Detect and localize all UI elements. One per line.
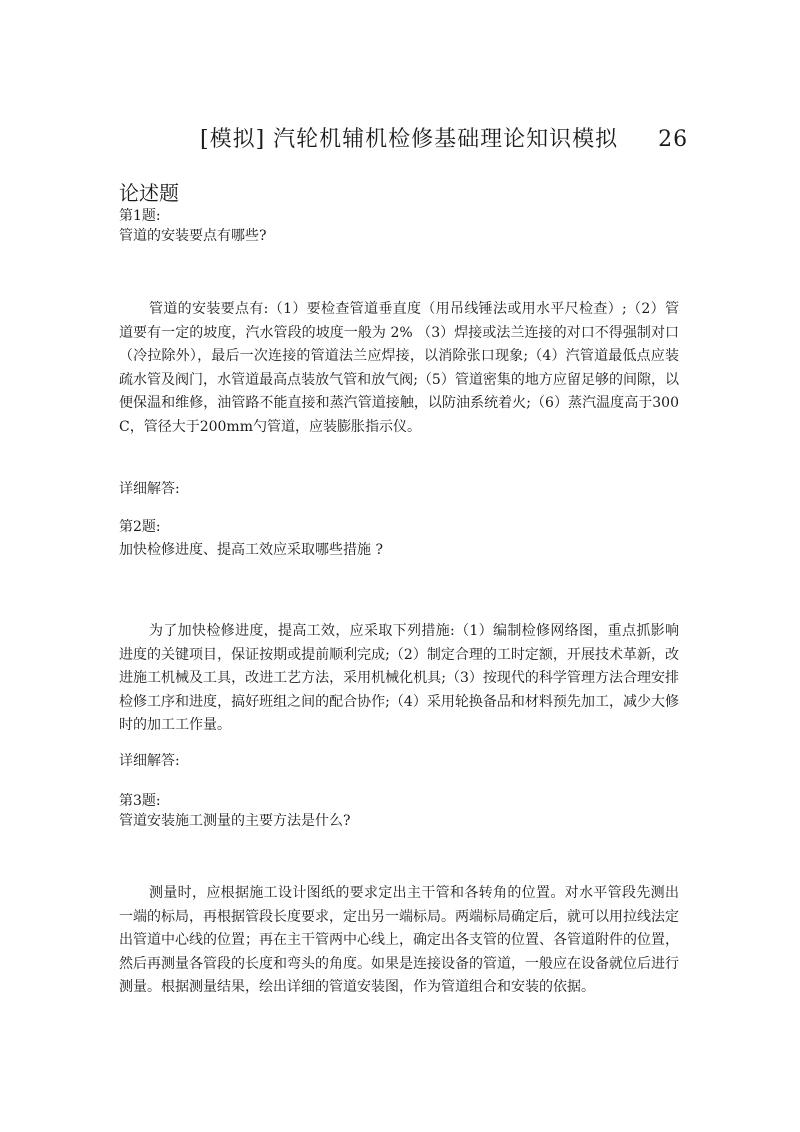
- question-3-label: 第3题:: [119, 793, 161, 809]
- question-2-detail-label: 详细解答:: [119, 753, 180, 769]
- section-heading: 论述题: [119, 181, 179, 205]
- question-3-text: 管道安装施工测量的主要方法是什么?: [119, 813, 351, 829]
- document-title: [200, 122, 688, 153]
- question-1-detail-label: 详细解答:: [119, 481, 180, 497]
- question-1-answer: 管道的安装要点有:（1）要检查管道垂直度（用吊线锤法或用水平尺检查）;（2）管道要有一定的坡度，汽水管段的坡度一般为 2% （3）焊接或法兰连接的对口不得强制对口（冷拉除外），最后一次连接的管道法兰应焊接，以消除张口现象;（4）汽管道最低点应装疏水管及阀门，水管道最高点装放气管和放气阀;（5）管道密集的地方应留足够的间隙，以便保温和维修，油管路不能直接和蒸汽管道接触，以防油系统着火;（6）蒸汽温度高于300C，管径大于200mm勺管道，应装膨胀指示仪。: [119, 301, 679, 435]
- title-text: [模拟] 汽轮机辅机检修基础理论知识模拟: [200, 127, 619, 152]
- question-2-label: 第2题:: [119, 519, 161, 535]
- question-2-text: 加快检修进度、提高工效应采取哪些措施 ?: [119, 542, 383, 558]
- question-2-answer: 为了加快检修进度，提高工效，应采取下列措施:（1）编制检修网络图，重点抓影响进度的关键项目，保证按期或提前顺利完成;（2）制定合理的工时定额，开展技术革新，改进施工机械及工具，改进工艺方法，采用机械化机具;（3）按现代的科学管理方法合理安排检修工序和进度，搞好班组之间的配合协作;（4）采用轮换备品和材料预先加工，减少大修时的加工工作量。: [119, 623, 679, 733]
- question-3-answer: 测量时，应根据施工设计图纸的要求定出主干管和各转角的位置。对水平管段先测出一端的标局，再根据管段长度要求，定出另一端标局。两端标局确定后，就可以用拉线法定出管道中心线的位置；再在主干管两中心线上，确定出各支管的位置、各管道附件的位置，然后再测量各管段的长度和弯头的角度。如果是连接设备的管道，一般应在设备就位后进行测量。根据测量结果，绘出详细的管道安装图，作为管道组合和安装的依据。: [119, 885, 679, 995]
- question-1-text: 管道的安装要点有哪些?: [119, 228, 267, 244]
- question-1-label: 第1题:: [119, 208, 161, 224]
- title-number: 26: [658, 127, 689, 152]
